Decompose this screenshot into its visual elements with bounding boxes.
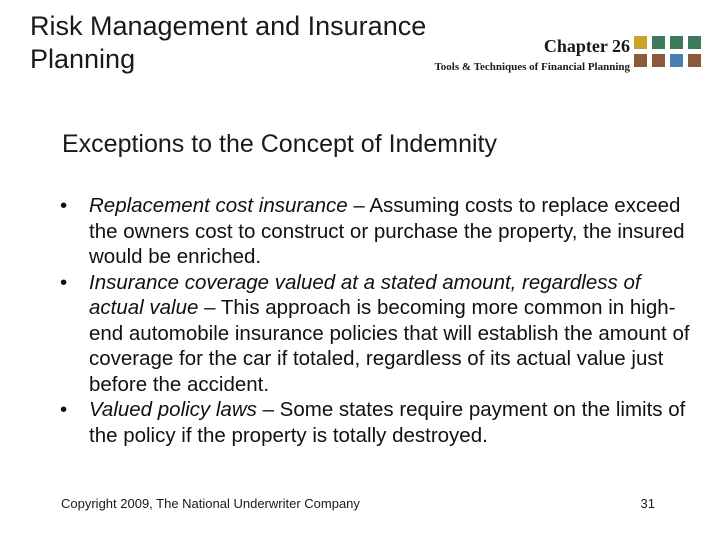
bullet-term: Insurance coverage valued at a stated amount, regardless of actual value xyxy=(89,270,641,319)
bullet-term: Replacement cost insurance xyxy=(89,194,348,217)
bullet-list xyxy=(60,193,700,448)
decor-square xyxy=(652,54,665,67)
decor-square xyxy=(670,36,683,49)
bullet-item xyxy=(60,270,700,398)
decor-square xyxy=(670,54,683,67)
footer-copyright: Copyright 2009, The National Underwriter Company xyxy=(61,496,360,511)
bullet-item xyxy=(60,397,700,448)
decor-square xyxy=(652,36,665,49)
slide-header-title: Risk Management and Insurance Planning xyxy=(30,11,427,74)
bullet-text: – Assuming costs to replace exceed the owners cost to construct or purchase the property, the insured would be enriched. xyxy=(89,194,685,268)
decor-square xyxy=(634,36,647,49)
bullet-marker: • xyxy=(60,398,68,421)
chapter-block xyxy=(430,34,630,75)
bullet-item xyxy=(60,193,700,270)
decorative-squares xyxy=(634,36,701,67)
decor-square xyxy=(634,54,647,67)
chapter-label: Chapter 26 xyxy=(543,36,630,56)
decor-square xyxy=(688,36,701,49)
bullet-marker: • xyxy=(60,194,68,217)
page-number: 31 xyxy=(640,496,655,511)
bullet-text: – Some states require payment on the limits of the policy if the property is totally destroyed. xyxy=(89,398,686,447)
chapter-subtitle: Tools & Techniques of Financial Planning xyxy=(434,61,630,73)
bullet-text: – This approach is becoming more common in high-end automobile insurance policies that will establish the amount of coverage for the car if totaled, regardless of its actual value just before the accident. xyxy=(89,296,690,396)
bullet-term: Valued policy laws xyxy=(89,398,257,421)
slide-heading: Exceptions to the Concept of Indemnity xyxy=(62,130,497,158)
decor-square xyxy=(688,54,701,67)
bullet-marker: • xyxy=(60,270,68,294)
